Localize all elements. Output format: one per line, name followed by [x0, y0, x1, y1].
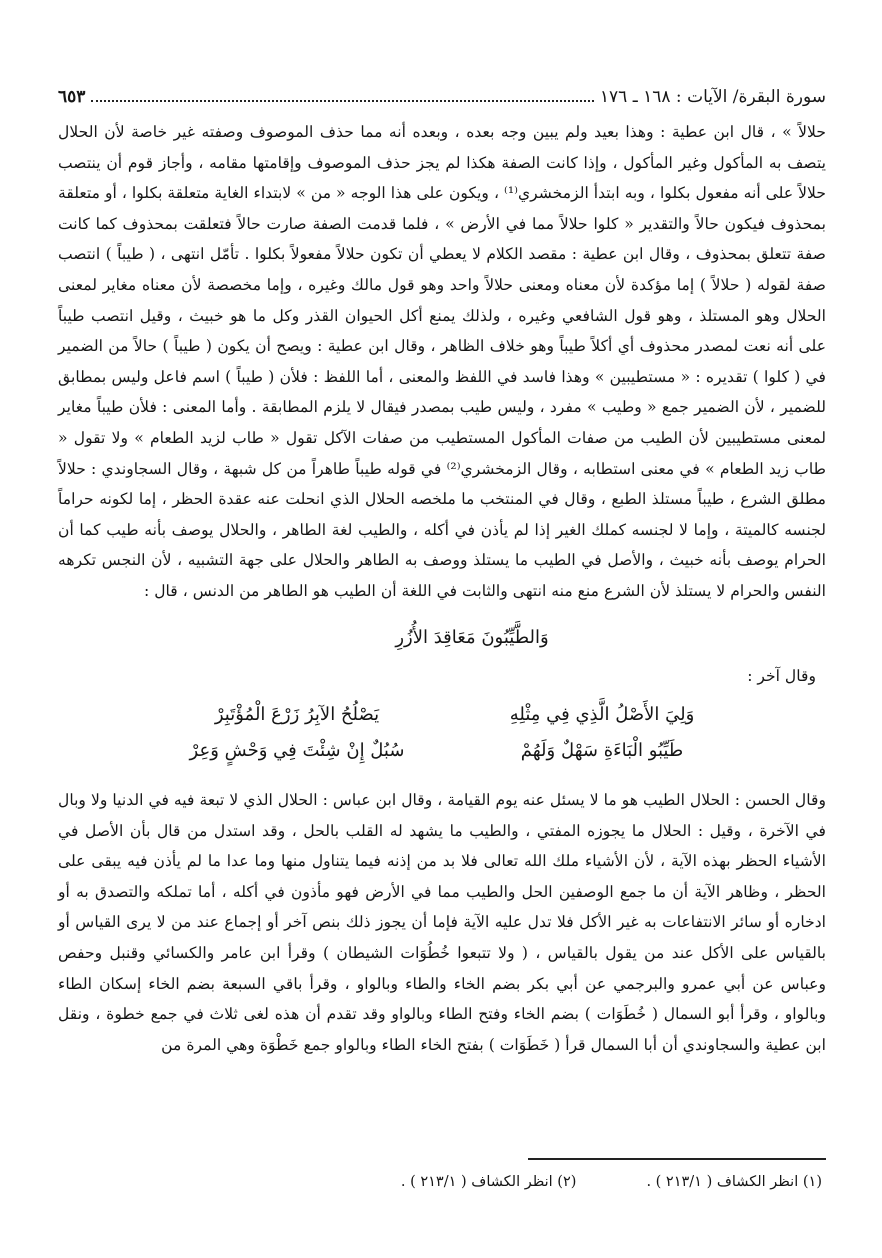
paragraph-2: وقال الحسن : الحلال الطيب هو ما لا يسئل عنه يوم القيامة ، وقال ابن عباس : الحلال الذي لا تبعة فيه في الدنيا ولا وبال في الآخرة ، وقيل : الحلال ما يجوزه المفتي ، والطيب ما يشهد له القلب بالحل ، وقد استدل من قال بأن الأصل في الأشياء الحظر بهذه الآية ، لأن الأشياء ملك الله تعالى فلا بد من إذنه فيما يتناول منها وما عدا ما لم يأذن فيه يبقى على الحظر ، وظاهر الآية أن ما جمع الوصفين الحل والطيب مما في الأرض فهو مأذون في أكله ، أما تملكه والتصدق به أو ادخاره أو سائر الانتفاعات به غير الأكل فلا تدل عليه الآية فإما أن يجوز ذلك بنص آخر أو إجماع عند من لا يرى القياس أو بالقياس على الأكل عند من يقول بالقياس ، ( ولا تتبعوا خُطُوَات الشيطان ) وقرأ ابن عامر والكسائي وقنبل وحفص وعباس عن أبي عمرو والبرجمي عن أبي بكر بضم الخاء والطاء وبالواو ، وقرأ باقي السبعة بضم الخاء إسكان الطاء وبالواو ، وقرأ أبو السمال ( خُطَوَات ) بضم الخاء وفتح الطاء وبالواو وقد تقدم أن هذه لغى ثلاث في جمع خطوة ، ونقل ابن عطية والسجاوندي أن أبا السمال قرأ ( خَطَوَات ) بفتح الخاء الطاء وبالواو جمع خَطْوَة وهي المرة من	[58, 791, 826, 1054]
main-text	[58, 117, 826, 1060]
page-number: ٦٥٣	[58, 87, 86, 107]
footnote-2: (٢) انظر الكشاف ( ٢١٣/١ ) .	[400, 1174, 577, 1190]
poetry-couplet	[58, 697, 826, 769]
footnotes	[58, 1168, 826, 1198]
verse-hemistich: سُبُلٌ إِنْ شِئْتَ فِي وَحْشٍ وَعِرْ	[189, 740, 405, 762]
verse-intro: وقال آخر :	[747, 666, 816, 685]
footnote-1: (١) انظر الكشاف ( ٢١٣/١ ) .	[646, 1174, 822, 1190]
verse-hemistich: طَيِّبُو الْبَاءَةِ سَهْلٌ وَلَهُمْ	[520, 740, 684, 762]
paragraph-1: حلالاً » ، قال ابن عطية : وهذا بعيد ولم يبين وجه بعده ، وبعده أنه مما حذف الموصوف وصفته غير خاصة لأن الحلال يتصف به المأكول وغير المأكول ، وإذا كانت الصفة هكذا لم يجز حذف الموصوف وإقامتها مقامه ، وأجاز قوم أن ينتصب حلالاً على أنه مفعول بكلوا ، وبه ابتدأ الزمخشري⁽¹⁾ ، ويكون على هذا الوجه « من » لابتداء الغاية متعلقة بكلوا ، أو متعلقة بمحذوف فيكون حالاً والتقدير « كلوا حلالاً مما في الأرض » ، فلما قدمت الصفة صارت حالاً فتعلقت بمحذوف كما كانت صفة تتعلق بمحذوف ، وقال ابن عطية : مقصد الكلام لا يعطي أن تكون حلالاً مفعولاً بكلوا . تأمّل انتهى ، ( طيباً ) انتصب صفة لقوله ( حلالاً ) إما مؤكدة لأن معناه ومعنى حلالاً واحد وهو قول مالك وغيره ، وإما مخصصة لأن معناه مغاير لمعنى الحلال وهو المستلذ ، وهو قول الشافعي وغيره ، ولذلك يمنع أكل الحيوان القذر وكل ما هو خبيث ، وقيل انتصب طيباً على أنه نعت لمصدر محذوف أي أكلاً طيباً وهو خلاف الظاهر ، وقال ابن عطية : ويصح أن يكون ( طيباً ) حالاً من الضمير في ( كلوا ) تقديره : « مستطيبين » وهذا فاسد في اللفظ والمعنى ، أما اللفظ : فلأن ( طيباً ) اسم فاعل وليس بمطابق للضمير ، لأن الضمير جمع « وطيب » مفرد ، وليس طيب بمصدر فيقال لا يلزم المطابقة . وأما المعنى : فلأن طيباً مغاير لمعنى مستطيبين لأن الطيب من صفات المأكول المستطيب من صفات الآكل تقول « طاب لزيد الطعام » ولا تقول « طاب زيد الطعام » في معنى استطابه ، وقال الزمخشري⁽²⁾ في قوله طيباً طاهراً من كل شبهة ، وقال السجاوندي : حلالاً مطلق الشرع ، طيباً مستلذ الطبع ، وقال في المنتخب ما ملخصه الحلال الذي انحلت عنه عقدة الحظر ، إما لكونه حراماً لجنسه كالميتة ، وإما لا لجنسه كملك الغير إذا لم يأذن في أكله ، والطيب لغة الطاهر ، والحلال يوصف بأنه طيب كما أن الحرام يوصف بأنه خبيث ، والأصل في الطيب ما يستلذ ووصف به الطاهر والحلال على جهة التشبيه ، لأن النجس تكرهه النفس والحرام لا يستلذ لأن الشرع منع منه انتهى والثابت في اللغة أن الطيب هو الطاهر من الدنس ، قال :	[58, 123, 826, 600]
verse-line: وَالطَّيِّبُونَ مَعَاقِدَ الأُزُرِ	[395, 626, 549, 648]
header-dot-leader	[91, 100, 594, 102]
running-header	[58, 84, 826, 110]
verse-hemistich: وَلِيَ الأَصْلُ الَّذِي فِي مِثْلِهِ	[509, 704, 695, 726]
verse-hemistich: يَصْلُحُ الآبِرُ زَرْعَ الْمُؤْتَبِرْ	[214, 704, 380, 726]
header-title: سورة البقرة/ الآيات : ١٦٨ ـ ١٧٦	[599, 87, 826, 107]
footnote-separator	[528, 1158, 826, 1160]
